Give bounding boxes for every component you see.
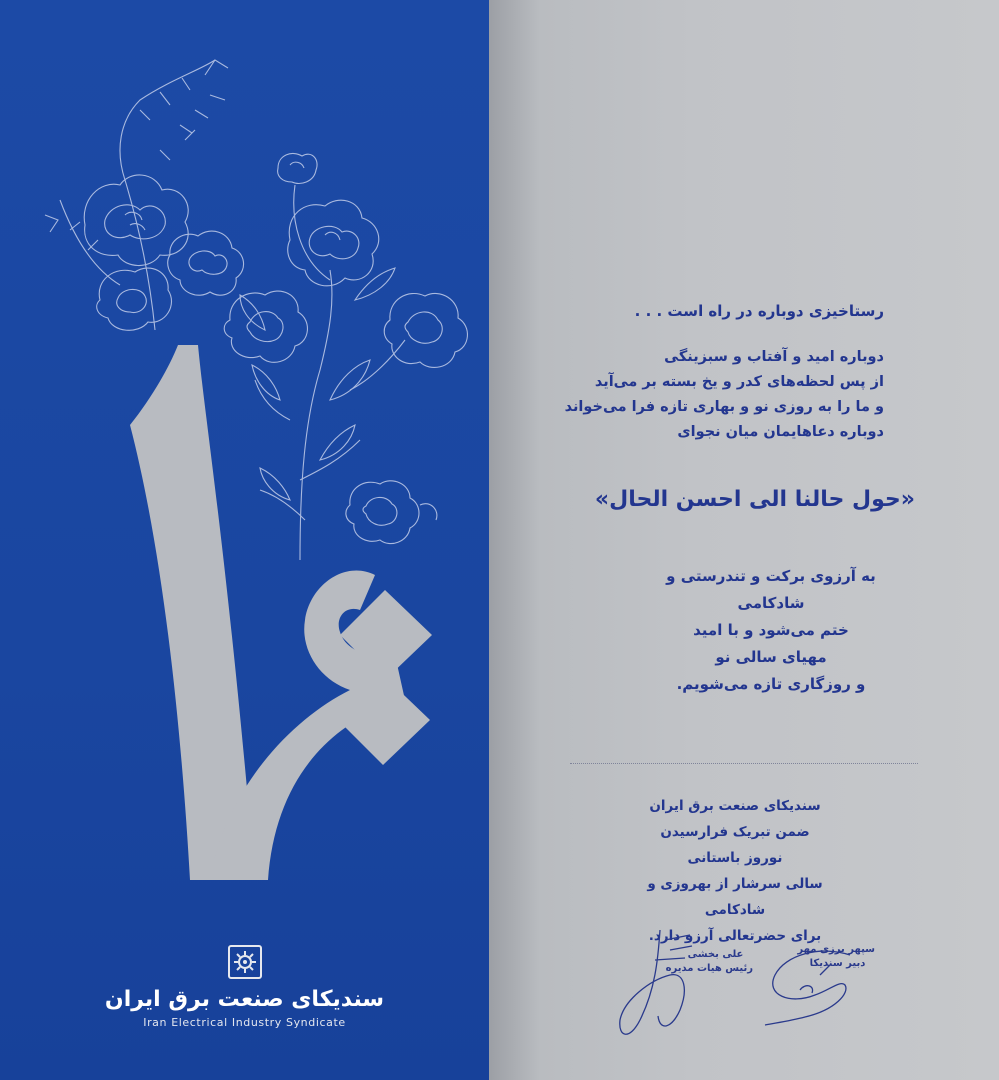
line-art-peonies-icon [45, 60, 467, 560]
closing-line: ختم می‌شود و با امید [693, 621, 849, 639]
persian-1400-numeral-icon [130, 345, 432, 880]
divider [570, 763, 918, 764]
greeting-line: برای حضرتعالی آرزو دارد. [648, 928, 822, 944]
numeral-and-flowers-art [0, 0, 489, 900]
signer-title: دبیر سندیکا [809, 958, 866, 969]
signer-title: رئیس هیات مدیره [665, 963, 753, 974]
stanza-line: دوباره دعاهایمان میان نجوای [677, 424, 884, 440]
syndicate-emblem-icon [228, 945, 262, 979]
greeting-line: ضمن تبریک فرارسیدن نوروز باستانی [660, 824, 810, 866]
opening-line: رستاخیزی دوباره در راه است . . . [634, 302, 884, 320]
greeting-line: سالی سرشار از بهروزی و شادکامی [647, 876, 823, 918]
stanza [565, 345, 884, 445]
closing-line: مهیای سالی نو [715, 648, 827, 666]
syndicate-logo [0, 945, 489, 1029]
logo-persian-text: سندیکای صنعت برق ایران [104, 987, 385, 1012]
closing-stanza [661, 563, 881, 698]
stanza-line: دوباره امید و آفتاب و سبزینگی [664, 349, 884, 365]
signer-name: سپهر برزی مهر [797, 944, 875, 955]
logo-english-text: Iran Electrical Industry Syndicate [143, 1016, 346, 1029]
stanza-line: از پس لحظه‌های کدر و یخ بسته بر می‌آید [594, 374, 884, 390]
left-panel [0, 0, 489, 1080]
closing-line: و روزگاری تازه می‌شویم. [676, 675, 866, 693]
stanza-line: و ما را به روزی نو و بهاری تازه فرا می‌خواند [564, 399, 884, 415]
handwritten-signature-icon [610, 920, 700, 1050]
signer-name: علی بخشی [687, 949, 744, 960]
greeting-line: سندیکای صنعت برق ایران [649, 798, 821, 814]
closing-line: به آرزوی برکت و تندرستی و شادکامی [666, 567, 876, 612]
prayer-quote: «حول حالنا الی احسن الحال» [594, 487, 915, 512]
